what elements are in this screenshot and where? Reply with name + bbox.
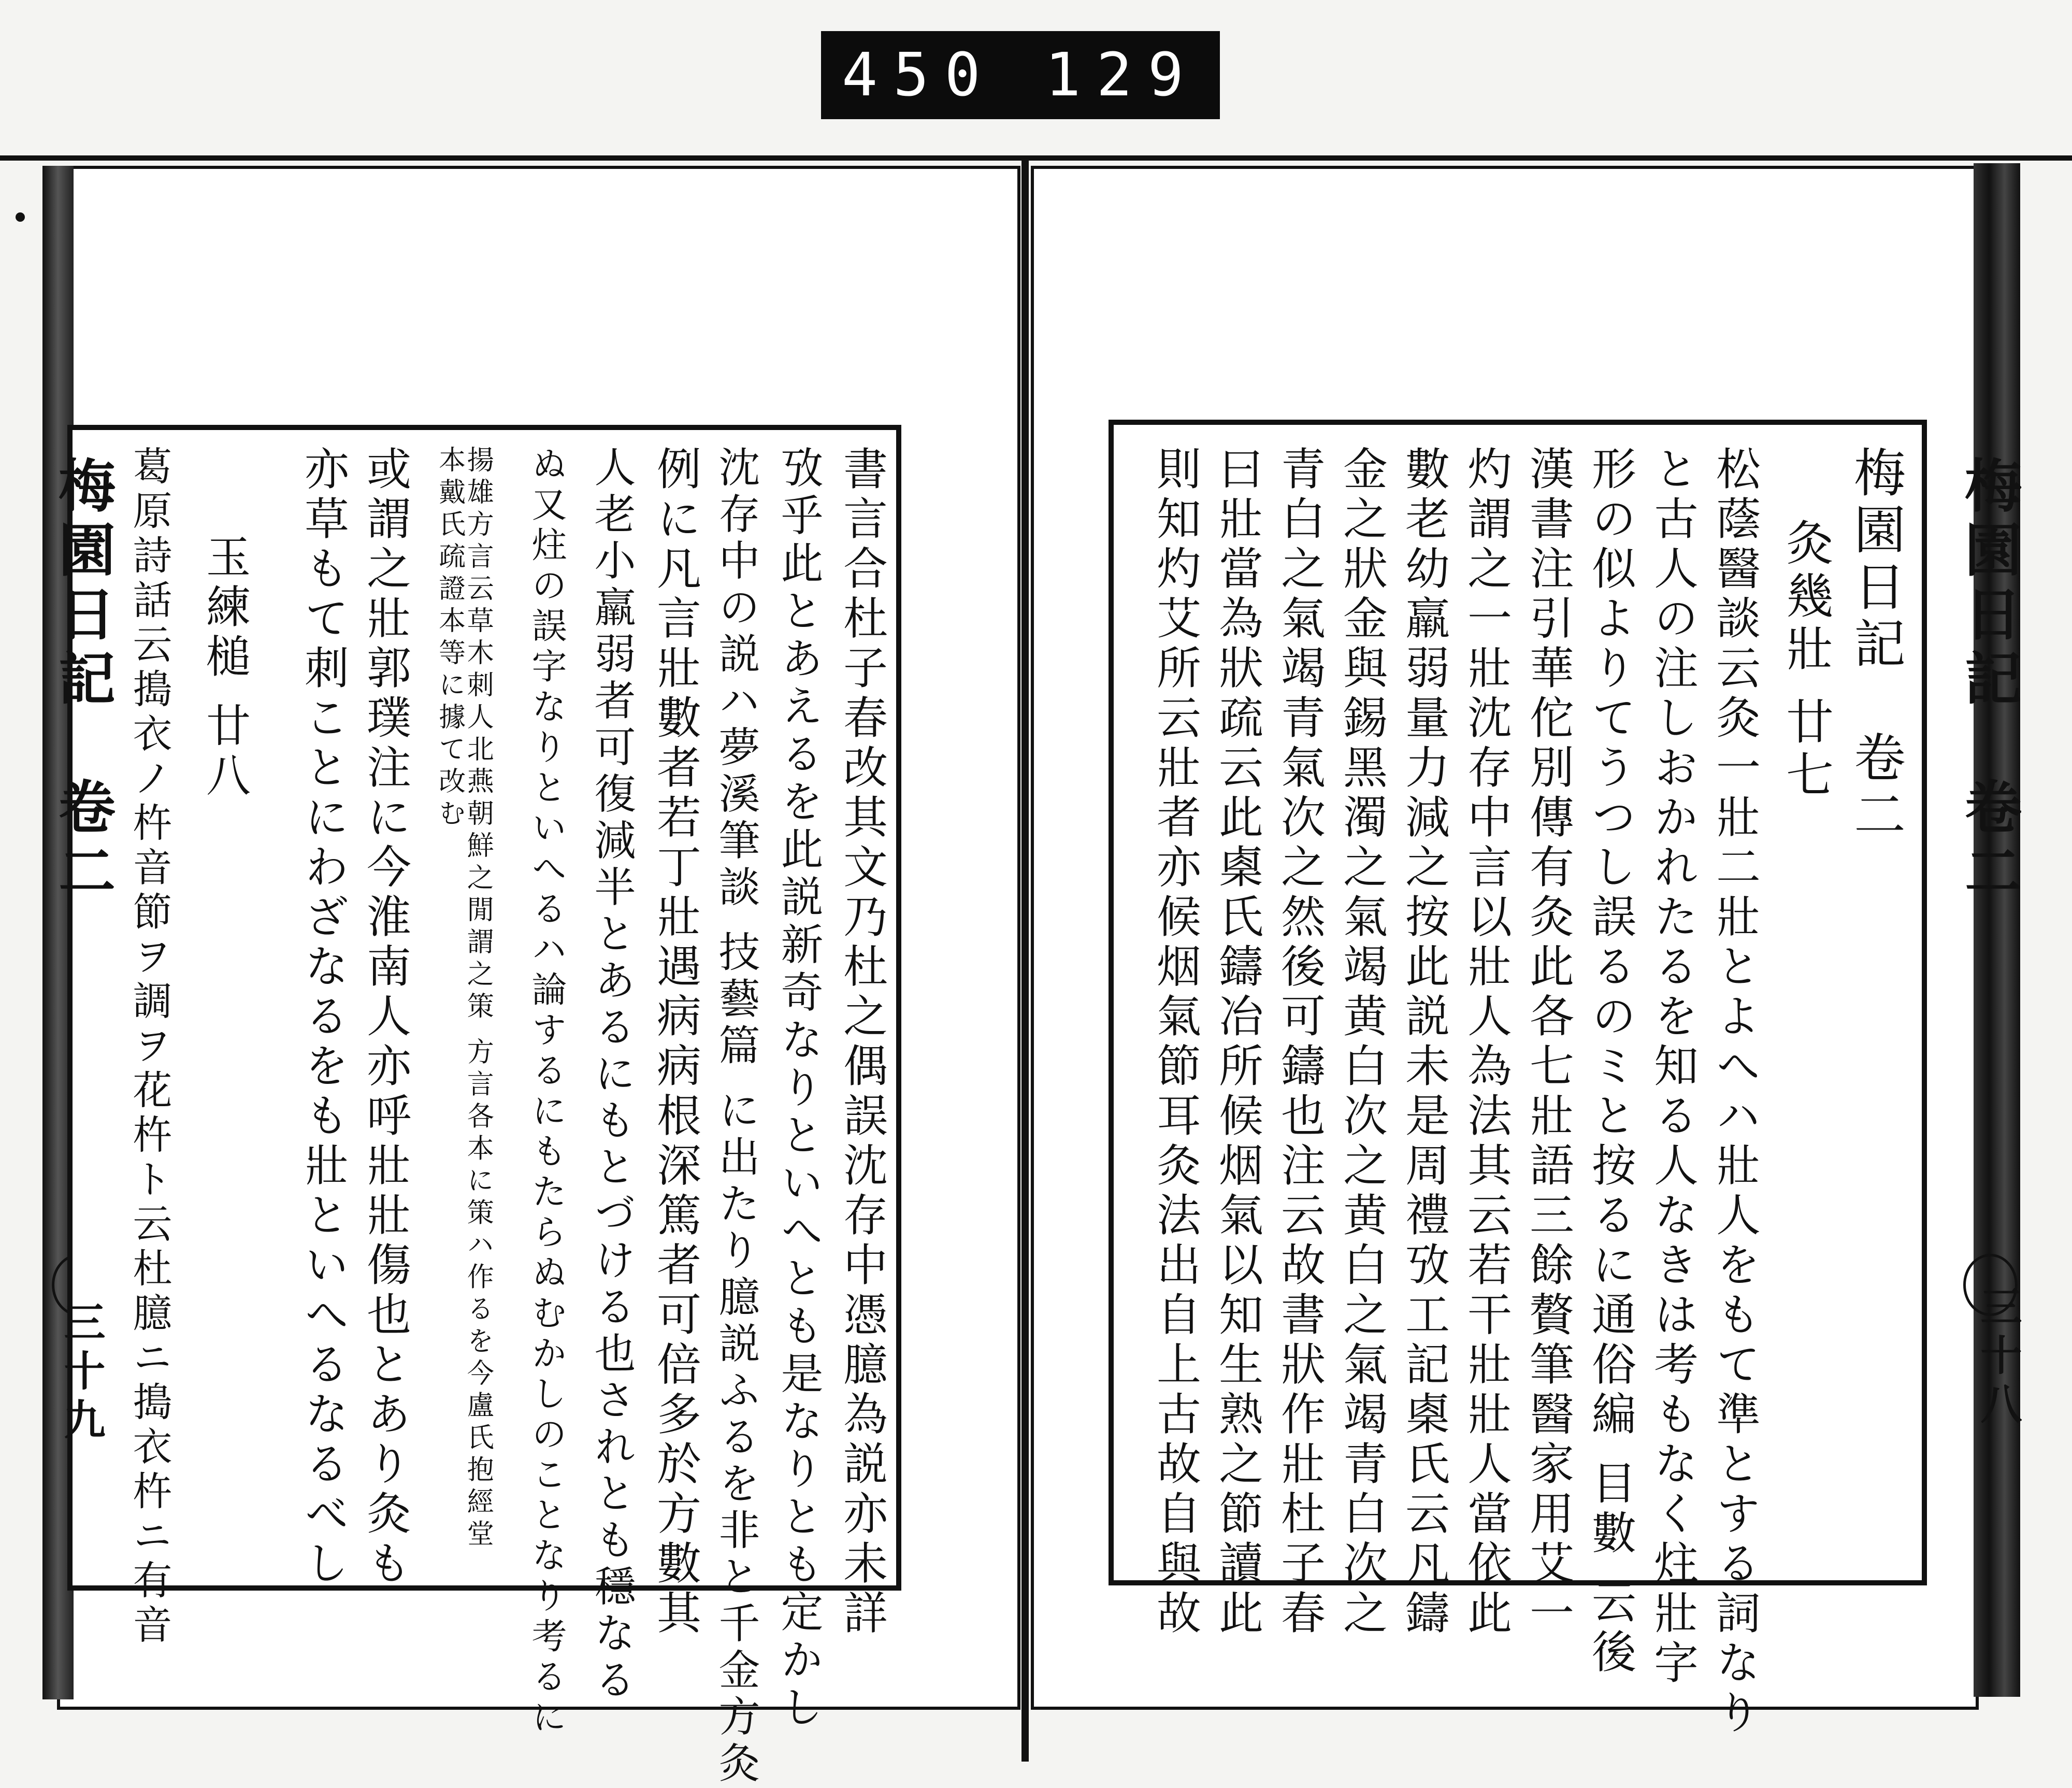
right-column-11: 曰壯當為狀疏云此㮚氏鑄冶所候烟氣以知生熟之節讀此 <box>1211 446 1263 1639</box>
left-column-8: 或謂之壯郭璞注に今淮南人亦呼壯壯傷也とあり灸も <box>359 446 411 1590</box>
left-column-11: 葛原詩話云搗衣ノ杵音節ヲ調ヲ花杵ト云杜臆ニ搗衣杵ニ有音 <box>126 446 172 1649</box>
right-column-1: 梅園日記 卷二 <box>1845 446 1906 845</box>
left-column-9: 亦草もて刺ことにわざなるをも壯といへるなるべし <box>297 446 349 1590</box>
right-column-3: 松蔭醫談云灸一壯二壯とよへハ壯人をもて準とする詞なり <box>1708 446 1760 1739</box>
archive-number-left: 450 <box>842 40 996 110</box>
right-column-9: 金之狀金與錫黑濁之氣竭黄白次之黄白之氣竭青白次之 <box>1335 446 1387 1639</box>
right-column-10: 青白之氣竭青氣次之然後可鑄也注云故書狀作壯杜子春 <box>1273 446 1325 1639</box>
archive-number-right: 129 <box>1045 40 1199 110</box>
left-column-1: 書言合杜子春改其文乃杜之偶誤沈存中憑臆為説亦未詳 <box>836 446 887 1639</box>
left-column-5: 人老小羸弱者可復減半とあるにもとづける也されとも穩なる <box>587 446 636 1705</box>
left-column-6: ぬ又炷の誤字なりといへるハ論するにもたらぬむかしのことなり考るに <box>526 446 567 1739</box>
right-edge-page-number: 三十八 <box>1974 1285 2022 1431</box>
left-column-4: 例に凡言壯數者若丁壯遇病病根深篤者可倍多於方數其 <box>649 446 701 1639</box>
archive-label <box>821 31 1220 119</box>
left-edge-title: 梅園日記 卷二 <box>49 456 116 906</box>
left-column-2: 攷乎此とあえるを此説新奇なりといへとも是なりとも定かし <box>774 446 823 1733</box>
left-column-10: 玉練槌 廿八 <box>198 534 250 802</box>
right-column-7: 灼謂之一壯沈存中言以壯人為法其云若干壯壯人當依此 <box>1460 446 1512 1639</box>
right-page-edge-shadow <box>1974 163 2020 1697</box>
right-column-6: 漢書注引華佗別傳有灸此各七壯語三餘贅筆醫家用艾一 <box>1522 446 1574 1639</box>
right-column-8: 數老幼羸弱量力減之按此説未是周禮攷工記㮚氏云凡鑄 <box>1398 446 1449 1639</box>
top-rule <box>0 155 2072 161</box>
left-column-7: 揚雄方言云草木刺人北燕朝鮮之閒謂之策 方言各本に策ハ作るを今盧氏抱經堂本戴氏疏證本等に據て改む <box>434 446 494 1552</box>
left-column-3: 沈存中の説ハ夢溪筆談 技藝篇 に出たり臆説ふるを非と千金方灸 <box>712 446 760 1788</box>
right-column-2: 灸幾壯 廿七 <box>1778 518 1834 803</box>
right-column-12: 則知灼艾所云壯者亦候烟氣節耳灸法出自上古故自與故 <box>1149 446 1201 1639</box>
gutter-rule <box>1021 155 1029 1762</box>
right-column-4: と古人の注しおかれたるを知る人なきは考もなく炷壯字 <box>1646 446 1698 1689</box>
margin-dot <box>16 212 25 222</box>
right-column-5: 形の似よりてうつし誤るのミと按るに通俗編 目數 云後 <box>1584 446 1636 1678</box>
right-edge-title: 梅園日記 卷二 <box>1955 456 2022 906</box>
left-edge-page-number: 三十九 <box>57 1300 106 1447</box>
